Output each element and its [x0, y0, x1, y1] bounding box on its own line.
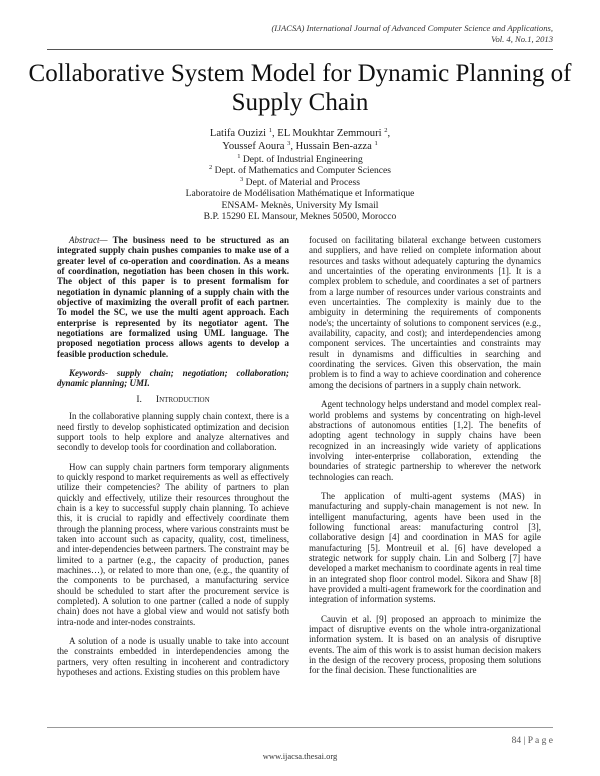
section-title: Introduction: [155, 393, 210, 405]
affiliation-1: $^1$ Dept. of Industrial Engineering: [237, 152, 363, 165]
paragraph: A solution of a node is usually unable to take into account the constraints embedded in interdependencies among the partners, very often resulting in incoherent and contradictory hypotheses and actions. Existing studies on this problem have: [57, 636, 289, 678]
affiliation-2: $^2$ Dept. of Mathematics and Computer Sciences: [208, 164, 392, 177]
journal-name: (IJACSA) International Journal of Advanced Computer Science and Applications,: [271, 23, 553, 33]
paragraph: Cauvin et al. [9] proposed an approach to minimize the impact of disruptive events on the whole intra-organizational information system. It is based on an analysis of disruptive events. The aim of this work is to assist human decision makers in the design of the recovery process, proposing them solutions for the final decision. These functionalities are: [309, 613, 541, 676]
paragraph: The application of multi-agent systems (MAS) in manufacturing and supply-chain management is not new. In intelligent manufacturing, agents have been used in the following functional areas: manufacturing control [3], collaborative design [4] and coordination in MAS for agile manufacturing [5]. Montreuil et al. [6] have developed a strategic network for supply chain. Lin and Solberg [7] have developed a market mechanism to coordinate agents in real time in an integrated shop floor control model. Sikora and Shaw [8] have provided a multi-agent framework for the coordination and integration of information systems.: [309, 490, 541, 605]
paragraph: Agent technology helps understand and model complex real-world problems and systems by concentrating on high-level abstractions of autonomous entities [1,2]. The benefits of adopting agent technology in supply chains have been recognized in an increasingly wide variety of applications involving inter-enterprise collaboration, extending the boundaries of strategic partnership to wherever the network technologies can reach.: [309, 399, 541, 482]
page-number: 84 | P a g e: [511, 736, 553, 746]
author-affiliation-mark: 1: [268, 127, 272, 134]
right-column: [309, 235, 541, 685]
affiliation-3: $^3$ Dept. of Material and Process: [240, 175, 360, 188]
footer-divider: [47, 727, 553, 728]
paragraph: In the collaborative planning supply chain context, there is a need firstly to develop sophisticated optimization and decision support tools to help explore and analyze alternatives and secondly to develop tools for coordination and collaboration.: [57, 411, 289, 453]
title-line-1: Collaborative System Model for Dynamic Planning of: [28, 60, 572, 87]
header-divider: [47, 49, 553, 50]
abstract-text: The business need to be structured as an integrated supply chain pushes companies to make use of a greater level of co-operation and coordination. As a means of coordination, negotiation has been chosen in this work. The object of this paper is to present formalism for negotiation in dynamic planning of a supply chain with the objective of maximizing the overall profit of each partner. To model the SC, we use the multi agent approach. Each enterprise is represented by its negotiator agent. The negotiations are formalized using UML language. The proposed negotiation process allows agents to develop a feasible production schedule.: [57, 235, 289, 359]
author-affiliation-mark: 3: [287, 140, 291, 148]
institution: ENSAM- Meknès, University My Ismail: [221, 199, 379, 211]
author-name: Latifa Ouzizi: [209, 128, 267, 139]
author-affiliation-mark: 2: [384, 127, 388, 134]
author-block: [100, 127, 500, 223]
author-line-2: Youssef Aoura $^3$, Hussain Ben-azza $^1$: [222, 140, 378, 153]
postal-address: B.P. 15290 EL Mansour, Meknes 50500, Morocco: [203, 211, 397, 223]
abstract: [57, 235, 289, 359]
keywords: Keywords- supply chain; negotiation; collaboration; dynamic planning; UMI.: [57, 368, 289, 389]
laboratory: Laboratoire de Modélisation Mathématique et Informatique: [185, 188, 415, 200]
left-column: [57, 235, 289, 686]
running-header: [271, 23, 553, 45]
author-line-1: Latifa Ouzizi $^1$, EL Moukhtar Zemmouri $^2$,: [209, 127, 391, 139]
abstract-label: Abstract—: [69, 235, 108, 245]
section-number: I.: [136, 393, 142, 405]
paper-title: [20, 59, 580, 117]
author-name: Youssef Aoura: [222, 141, 285, 153]
author-name: Hussain Ben-azza: [295, 141, 372, 153]
author-name: EL Moukhtar Zemmouri: [277, 128, 382, 139]
journal-url[interactable]: www.ijacsa.thesai.org: [262, 751, 338, 761]
author-affiliation-mark: 1: [374, 140, 378, 148]
paragraph: focused on facilitating bilateral exchange between customers and suppliers, and have relied on complete information about resources and tasks without adequately capturing the dynamics and uncertainties of the operating environments [1]. It is a complex problem to schedule, and coordinates a set of partners from a large number of resources under various constraints and even uncertainties. The complexity is mainly due to the ambiguity in determining the requirements of components node's; the uncertainty of solutions to component services (e.g., availability, capacity, and cost); and interdependencies among component services. The uncertainties and constraints may result in dynamisms and difficulties in searching and coordinating the services. Given this observation, the main problem is to find a way to achieve coordination and coherence among the decisions of partners in a supply chain network.: [309, 235, 541, 390]
affiliations: [100, 154, 500, 223]
section-heading: [57, 395, 289, 405]
title-line-2: Supply Chain: [231, 89, 369, 116]
volume-info: Vol. 4, No.1, 2013: [491, 34, 553, 44]
paragraph: How can supply chain partners form temporary alignments to quickly respond to market requirements as well as effectively utilize their competencies? The ability of partners to plan quickly and effectively, utilize their resources throughout the chain is a key to successful supply chain planning. To achieve this, it is crucial to rapidly and effectively coordinate them through the planning process, where various constraints must be taken into account such as capacity, quality, cost, timeliness, and inter-dependencies between partners. The constraint may be limited to a partner (e.g., the capacity of production, panes machines…), or related to more than one, (e.g., the quantity of the components to be purchased, a manufacturing service should be scheduled to start after the procurement service is completed). A solution to one partner (called a node of supply chain) does not have a global view and would not satisfy both intra-node and inter-nodes constraints.: [57, 461, 289, 627]
